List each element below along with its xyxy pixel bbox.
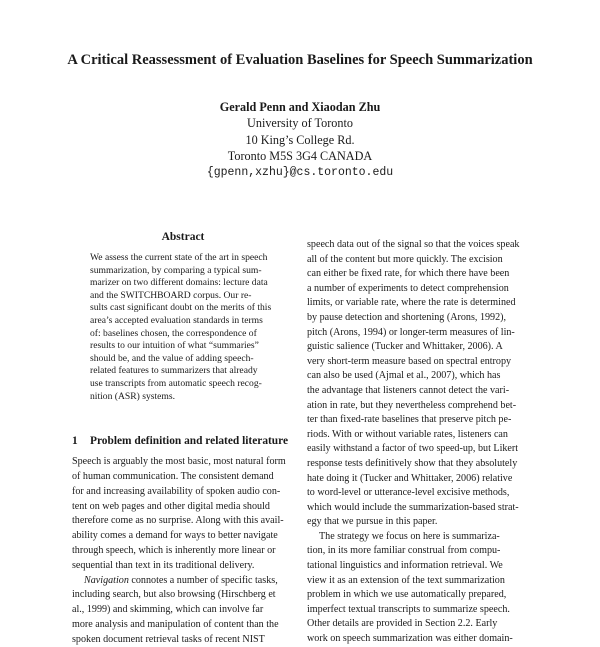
navigation-term: Navigation (84, 575, 129, 586)
city-line: Toronto M5S 3G4 CANADA (0, 148, 600, 164)
section-number: 1 (72, 435, 90, 447)
abstract-heading: Abstract (72, 231, 294, 243)
author-block (0, 99, 600, 181)
paper-title: A Critical Reassessment of Evaluation Baselines for Speech Summarization (0, 52, 600, 69)
section-paragraph-2 (72, 574, 294, 647)
affiliation: University of Toronto (0, 115, 600, 131)
section-title: Problem definition and related literature (90, 435, 288, 447)
address-line: 10 King’s College Rd. (0, 132, 600, 148)
section-heading (72, 435, 294, 447)
right-paragraph-1: speech data out of the signal so that the voices speak all of the content but more quickly. The excision can either be fixed rate, for which there have been a number of experiments to detect comprehension limits, or variable rate, where the rate is determined by pause detection and shortening (Arons, 1992), pitch (Arons, 1994) or longer-term measures of lin- guistic salience (Tucker and Whittaker, 2006). A very short-term measure based on spectral entropy can also be used (Ajmal et al., 2007), which has the advantage that listeners cannot detect the vari- ation in rate, but they nevertheless comprehend bet- ter than fixed-rate baselines that preserve pitch pe- riods. With or without variable rates, listeners can easily withstand a factor of two speed-up, but Likert response tests definitively show that they absolutely hate doing it (Tucker and Whittaker, 2006) relative to word-level or utterance-level excisive methods, which would include the summarization-based strat- egy that we pursue in this paper. (307, 238, 529, 530)
section-paragraph-1: Speech is arguably the most basic, most natural form of human communication. The consistent demand for and increasing availability of spoken audio con- tent on web pages and other digital media should therefore come as no surprise. Along with this avail- ability comes a demand for ways to better navigate through speech, which is inherently more linear or sequential than text in its traditional delivery. (72, 455, 294, 573)
author-names: Gerald Penn and Xiaodan Zhu (0, 99, 600, 115)
abstract-body: We assess the current state of the art in speech summarization, by comparing a typical sum- marizer on two different domains: lecture data and the SWITCHBOARD corpus. Our re- sults cast significant doubt on the merits of this area’s accepted evaluation standards in terms of: baselines chosen, the correspondence of results to our intuition of what “summaries” should be, and the value of adding speech- related features to summarizers that already use transcripts from automatic speech recog- nition (ASR) systems. (90, 252, 274, 403)
left-column (72, 231, 294, 647)
section-paragraph-2-text: connotes a number of specific tasks, including search, but also browsing (Hirschberg et al., 1999) and skimming, which can involve far more analysis and manipulation of content than the spoken document retrieval tasks of recent NIST (72, 575, 279, 645)
right-column (307, 238, 529, 647)
author-email: {gpenn,xzhu}@cs.toronto.edu (0, 165, 600, 181)
right-paragraph-2: The strategy we focus on here is summariza- tion, in its more familiar construal from compu- tational linguistics and information retrieval. We view it as an extension of the text summarization problem in which we use automatically prepared, imperfect textual transcripts to summarize speech. Other details are provided in Section 2.2. Early work on speech summarization was either domain- (307, 530, 529, 647)
